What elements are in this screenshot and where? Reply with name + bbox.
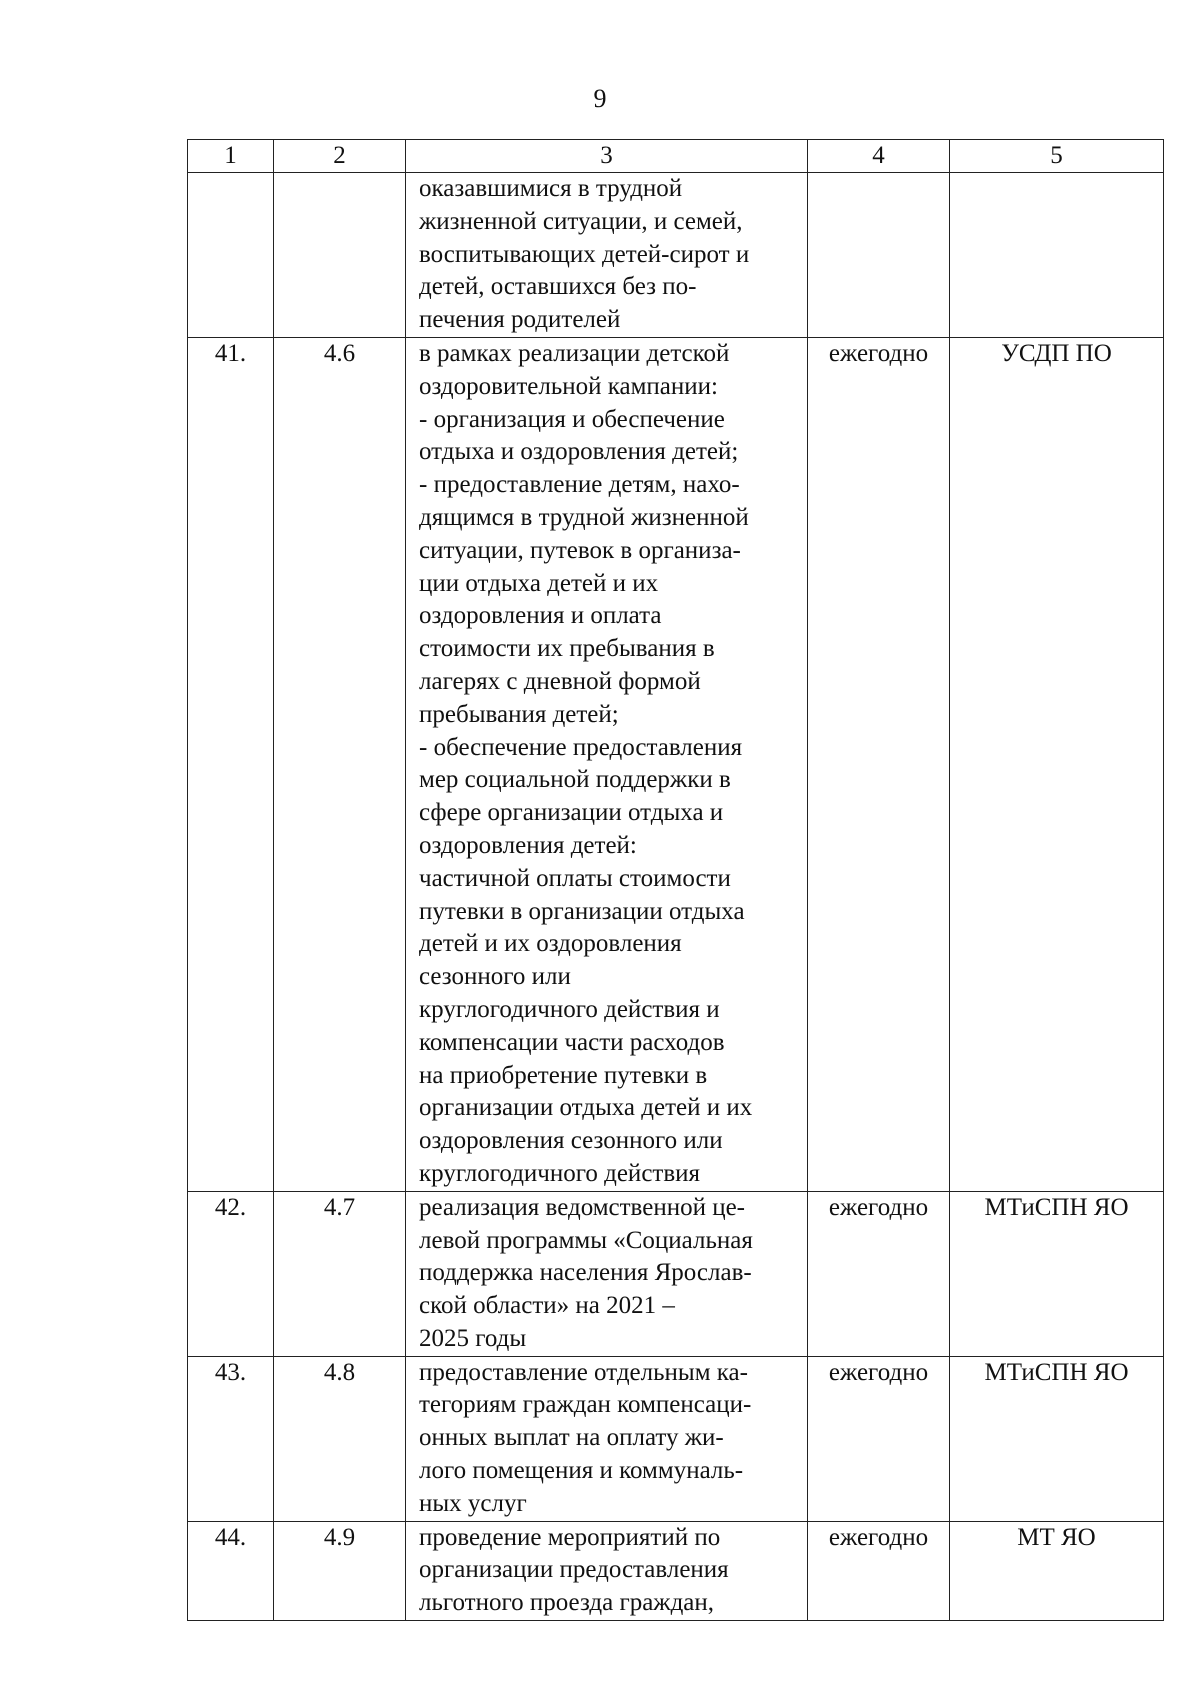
description-line: оздоровительной кампании: xyxy=(419,372,718,400)
description-line: круглогодичного действия xyxy=(419,1159,701,1187)
description-line: организации предоставления xyxy=(419,1556,729,1584)
description-line: ции отдыха детей и их xyxy=(419,569,659,597)
description-line: реализация ведомственной це- xyxy=(419,1193,746,1221)
description-line: частичной оплаты стоимости xyxy=(419,864,731,892)
period-cell: ежегодно xyxy=(808,337,950,1191)
description-line: сфере организации отдыха и xyxy=(419,799,724,827)
description-line: жизненной ситуации, и семей, xyxy=(419,207,743,235)
description-line: мер социальной поддержки в xyxy=(419,766,731,794)
description-line: круглогодичного действия и xyxy=(419,995,720,1023)
measure-description-cell xyxy=(406,1521,808,1620)
description-line: лагерях с дневной формой xyxy=(419,667,701,695)
description-line: тегориям граждан компенсаци- xyxy=(419,1391,752,1419)
responsible-org-cell: МТиСПН ЯО xyxy=(950,1191,1164,1356)
header-col-5: 5 xyxy=(950,140,1164,173)
measure-description-cell xyxy=(406,1191,808,1356)
row-number-cell: 43. xyxy=(188,1356,274,1521)
description-line: оказавшимися в трудной xyxy=(419,175,683,202)
responsible-org-cell xyxy=(950,173,1164,338)
description-line: левой программы «Социальная xyxy=(419,1226,753,1254)
row-number-cell: 44. xyxy=(188,1521,274,1620)
header-col-2: 2 xyxy=(274,140,406,173)
table-body xyxy=(188,173,1164,1621)
description-line: компенсации части расходов xyxy=(419,1028,725,1056)
row-number-cell: 42. xyxy=(188,1191,274,1356)
description-line: сезонного или xyxy=(419,963,571,991)
measure-description-cell xyxy=(406,337,808,1191)
description-line: путевки в организации отдыха xyxy=(419,897,745,925)
description-line: 2025 годы xyxy=(419,1324,527,1352)
description-line: дящимся в трудной жизненной xyxy=(419,503,749,531)
description-line: печения родителей xyxy=(419,306,621,334)
period-cell: ежегодно xyxy=(808,1356,950,1521)
description-line: на приобретение путевки в xyxy=(419,1061,708,1089)
item-code-cell: 4.7 xyxy=(274,1191,406,1356)
description-line: детей, оставшихся без по- xyxy=(419,273,697,301)
description-line: онных выплат на оплату жи- xyxy=(419,1424,724,1452)
description-line: оздоровления и оплата xyxy=(419,602,662,630)
table-row xyxy=(188,1191,1164,1356)
table-header-row xyxy=(188,140,1164,173)
description-line: детей и их оздоровления xyxy=(419,930,682,958)
measures-table xyxy=(187,139,1164,1621)
item-code-cell: 4.9 xyxy=(274,1521,406,1620)
period-cell: ежегодно xyxy=(808,1191,950,1356)
description-line: оздоровления детей: xyxy=(419,831,637,859)
description-line: воспитывающих детей-сирот и xyxy=(419,240,750,268)
row-number-cell xyxy=(188,173,274,338)
description-line: предоставление отдельным ка- xyxy=(419,1358,748,1386)
description-line: проведение мероприятий по xyxy=(419,1523,721,1551)
description-line: стоимости их пребывания в xyxy=(419,635,715,663)
page-number: 9 xyxy=(593,84,607,113)
measure-description-cell xyxy=(406,173,808,338)
table-row xyxy=(188,173,1164,338)
header-col-4: 4 xyxy=(808,140,950,173)
description-line: ных услуг xyxy=(419,1489,527,1517)
row-number-cell: 41. xyxy=(188,337,274,1191)
table-row xyxy=(188,1356,1164,1521)
item-code-cell: 4.6 xyxy=(274,337,406,1191)
header-col-1: 1 xyxy=(188,140,274,173)
description-line: организации отдыха детей и их xyxy=(419,1094,753,1122)
description-line: льготного проезда граждан, xyxy=(419,1589,715,1617)
table-row xyxy=(188,1521,1164,1620)
table-row xyxy=(188,337,1164,1191)
description-line: ситуации, путевок в организа- xyxy=(419,536,741,564)
responsible-org-cell: МТ ЯО xyxy=(950,1521,1164,1620)
item-code-cell xyxy=(274,173,406,338)
period-cell xyxy=(808,173,950,338)
measure-description-cell xyxy=(406,1356,808,1521)
period-cell: ежегодно xyxy=(808,1521,950,1620)
description-line: - организация и обеспечение xyxy=(419,405,725,433)
description-line: поддержка населения Ярослав- xyxy=(419,1259,752,1287)
header-col-3: 3 xyxy=(406,140,808,173)
description-line: лого помещения и коммуналь- xyxy=(419,1457,744,1485)
description-line: - предоставление детям, нахо- xyxy=(419,471,740,499)
responsible-org-cell: МТиСПН ЯО xyxy=(950,1356,1164,1521)
description-line: оздоровления сезонного или xyxy=(419,1127,723,1155)
description-line: - обеспечение предоставления xyxy=(419,733,743,761)
item-code-cell: 4.8 xyxy=(274,1356,406,1521)
responsible-org-cell: УСДП ПО xyxy=(950,337,1164,1191)
description-line: в рамках реализации детской xyxy=(419,339,730,367)
description-line: отдыха и оздоровления детей; xyxy=(419,438,739,466)
description-line: ской области» на 2021 – xyxy=(419,1292,675,1320)
description-line: пребывания детей; xyxy=(419,700,619,728)
